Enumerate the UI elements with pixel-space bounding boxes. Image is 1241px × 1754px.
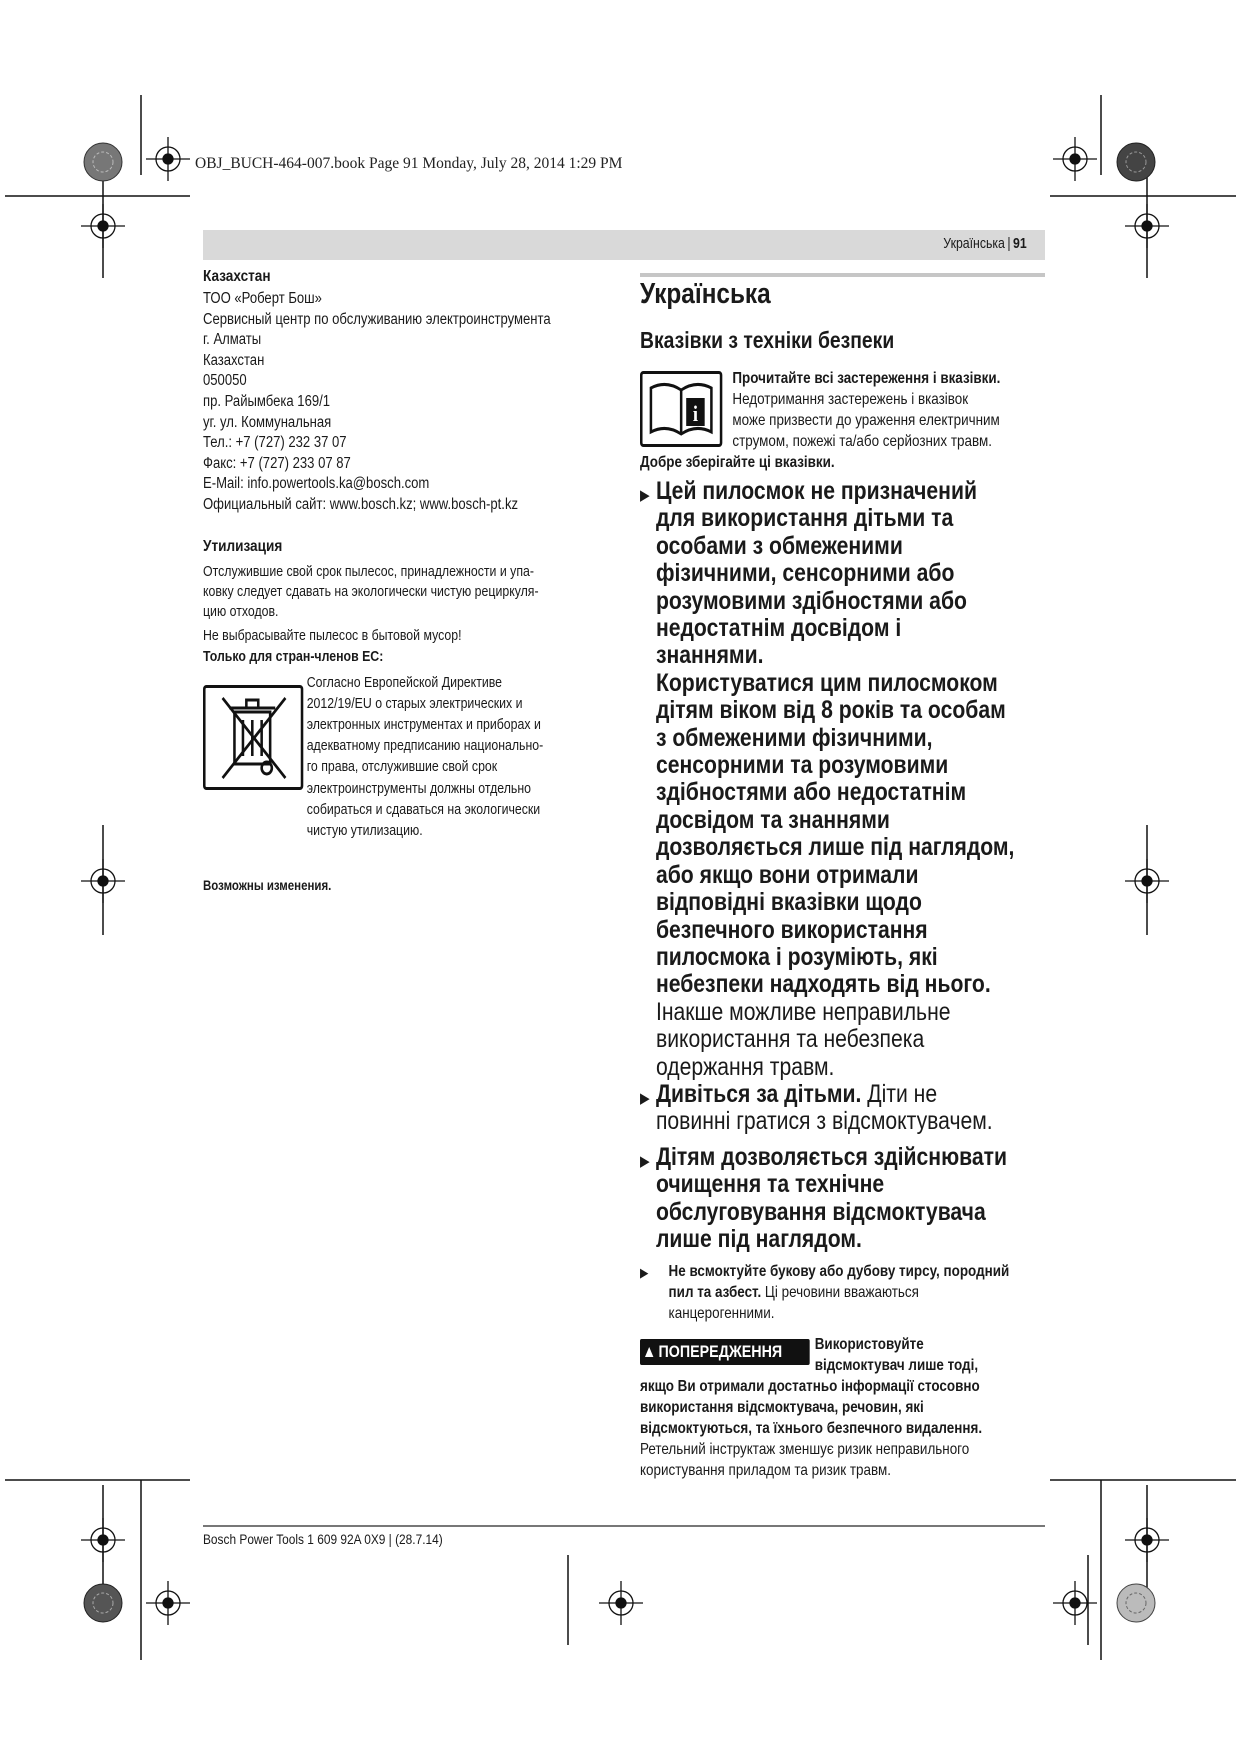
safety-bullet-dust: ▶ Не всмоктуйте букову або дубову тирсу, породний пил та азбест. Ці речовини вважаються канцерогенними. bbox=[640, 1263, 1010, 1323]
read-instructions-block bbox=[640, 368, 1052, 454]
bullet-triangle-icon: ▶ bbox=[640, 487, 650, 504]
page-footer: Bosch Power Tools 1 609 92A 0X9 | (28.7.14) bbox=[203, 1531, 443, 1547]
header-language: Українська bbox=[943, 235, 1006, 252]
address-line: Факс: +7 (727) 233 07 87 bbox=[203, 454, 351, 472]
changes-note: Возможны изменения. bbox=[203, 877, 332, 893]
kz-title: Казахстан bbox=[203, 268, 271, 285]
safety-bullet-watch-children: ▶ Дивіться за дітьми. Діти не повинні гратися з відсмоктувачем. bbox=[640, 1079, 993, 1136]
svg-text:i: i bbox=[692, 402, 699, 427]
address-line: ТОО «Роберт Бош» bbox=[203, 290, 322, 307]
left-column bbox=[203, 268, 603, 896]
warning-text-top: Використовуйте відсмоктувач лише тоді, bbox=[814, 1336, 979, 1375]
address-line: Официальный сайт: www.bosch.kz; www.bosch-pt.kz bbox=[203, 495, 519, 513]
kz-address bbox=[203, 289, 603, 516]
manual-book-icon bbox=[640, 371, 722, 447]
address-line: E-Mail: info.powertools.ka@bosch.com bbox=[203, 475, 430, 493]
section-title: Українська bbox=[640, 278, 771, 310]
address-line: г. Алматы bbox=[203, 331, 262, 349]
safety-heading: Вказівки з техніки безпеки bbox=[640, 327, 895, 353]
keep-instructions: Добре зберігайте ці вказівки. bbox=[640, 454, 835, 471]
footer-rule bbox=[203, 1525, 1045, 1527]
address-line: Тел.: +7 (727) 232 37 07 bbox=[203, 434, 347, 452]
page-header-bar bbox=[203, 230, 1045, 260]
warning-triangle-icon: ▲ bbox=[642, 1342, 657, 1362]
disposal-title: Утилизация bbox=[203, 537, 283, 555]
weee-bin-icon bbox=[203, 685, 303, 790]
bullet-triangle-icon: ▶ bbox=[640, 1089, 650, 1107]
read-bold: Прочитайте всі застереження і вказівки. bbox=[732, 370, 1001, 387]
page-header: Українська | 91 bbox=[943, 235, 1027, 252]
right-column bbox=[640, 274, 1050, 1494]
address-line: уг. ул. Коммунальная bbox=[203, 413, 332, 431]
disposal-text: Отслужившие свой срок пылесос, принадлежности и упа- ковку следует сдавать на экологически чистую рециркуля- цию отходов. bbox=[203, 563, 539, 620]
warning-badge: ▲ ПОПЕРЕДЖЕННЯ bbox=[640, 1339, 810, 1365]
address-line: пр. Райымбека 169/1 bbox=[203, 392, 331, 410]
address-line: Сервисный центр по обслуживанию электроинструмента bbox=[203, 310, 551, 328]
warning-text: якщо Ви отримали достатньо інформації стосовно використання відсмоктувача, речовин, які відсмоктуються, та їхнього безпечного видалення. Ретельний інструктаж зменшує ризик неправильного користування приладом та ризик травм. bbox=[640, 1378, 983, 1480]
bullet-triangle-icon: ▶ bbox=[640, 1152, 650, 1170]
address-line: 050050 bbox=[203, 372, 247, 390]
read-text: Прочитайте всі застереження і вказівки. Недотримання застережень і вказівок може призвести до ураження електричним струмом, пожежі та/або серйозних травм. bbox=[732, 370, 1001, 450]
eu-title: Только для стран-членов ЕС: bbox=[203, 648, 384, 665]
warning-block bbox=[640, 1334, 1052, 1494]
eu-text: Согласно Европейской Директиве 2012/19/EU о старых электрических и электронных инструментах и приборах и адекватному предписанию национально- го права, отслужившие свой срок электроинструменты должны отдельно собираться и сдаваться на экологически чистую утилизацию. bbox=[306, 674, 544, 839]
page-number: 91 bbox=[1013, 235, 1027, 252]
print-header: OBJ_BUCH-464-007.book Page 91 Monday, July 28, 2014 1:29 PM bbox=[195, 155, 623, 172]
bullet-triangle-icon: ▶ bbox=[640, 1265, 649, 1281]
weee-block bbox=[203, 673, 603, 868]
address-line: Казахстан bbox=[203, 351, 265, 369]
safety-bullet-cleaning: ▶ Дітям дозволяється здійснювати очищення та технічне обслуговування відсмоктувача лише під наглядом. bbox=[640, 1142, 1008, 1253]
disposal-note: Не выбрасывайте пылесос в бытовой мусор! bbox=[203, 627, 462, 644]
safety-bullet-children: ▶ Цей пилосмок не призначений для використання дітьми та особами з обмеженими фізичними, сенсорними або розумовими здібностями або недостатнім досвідом і знаннями. Користуватися цим пилосмоком дітям віком від 8 років та особам з обмеженими фізичними, сенсорними та розумовими здібностями або недостатнім досвідом та знаннями дозволяється лише під наглядом, або якщо вони отримали відповідні вказівки щодо безпечного використання пилосмока і розуміють, які небезпеки надходять від нього. Інакше можливе неправильне використання та небезпека одержання травм. bbox=[640, 477, 1015, 1081]
